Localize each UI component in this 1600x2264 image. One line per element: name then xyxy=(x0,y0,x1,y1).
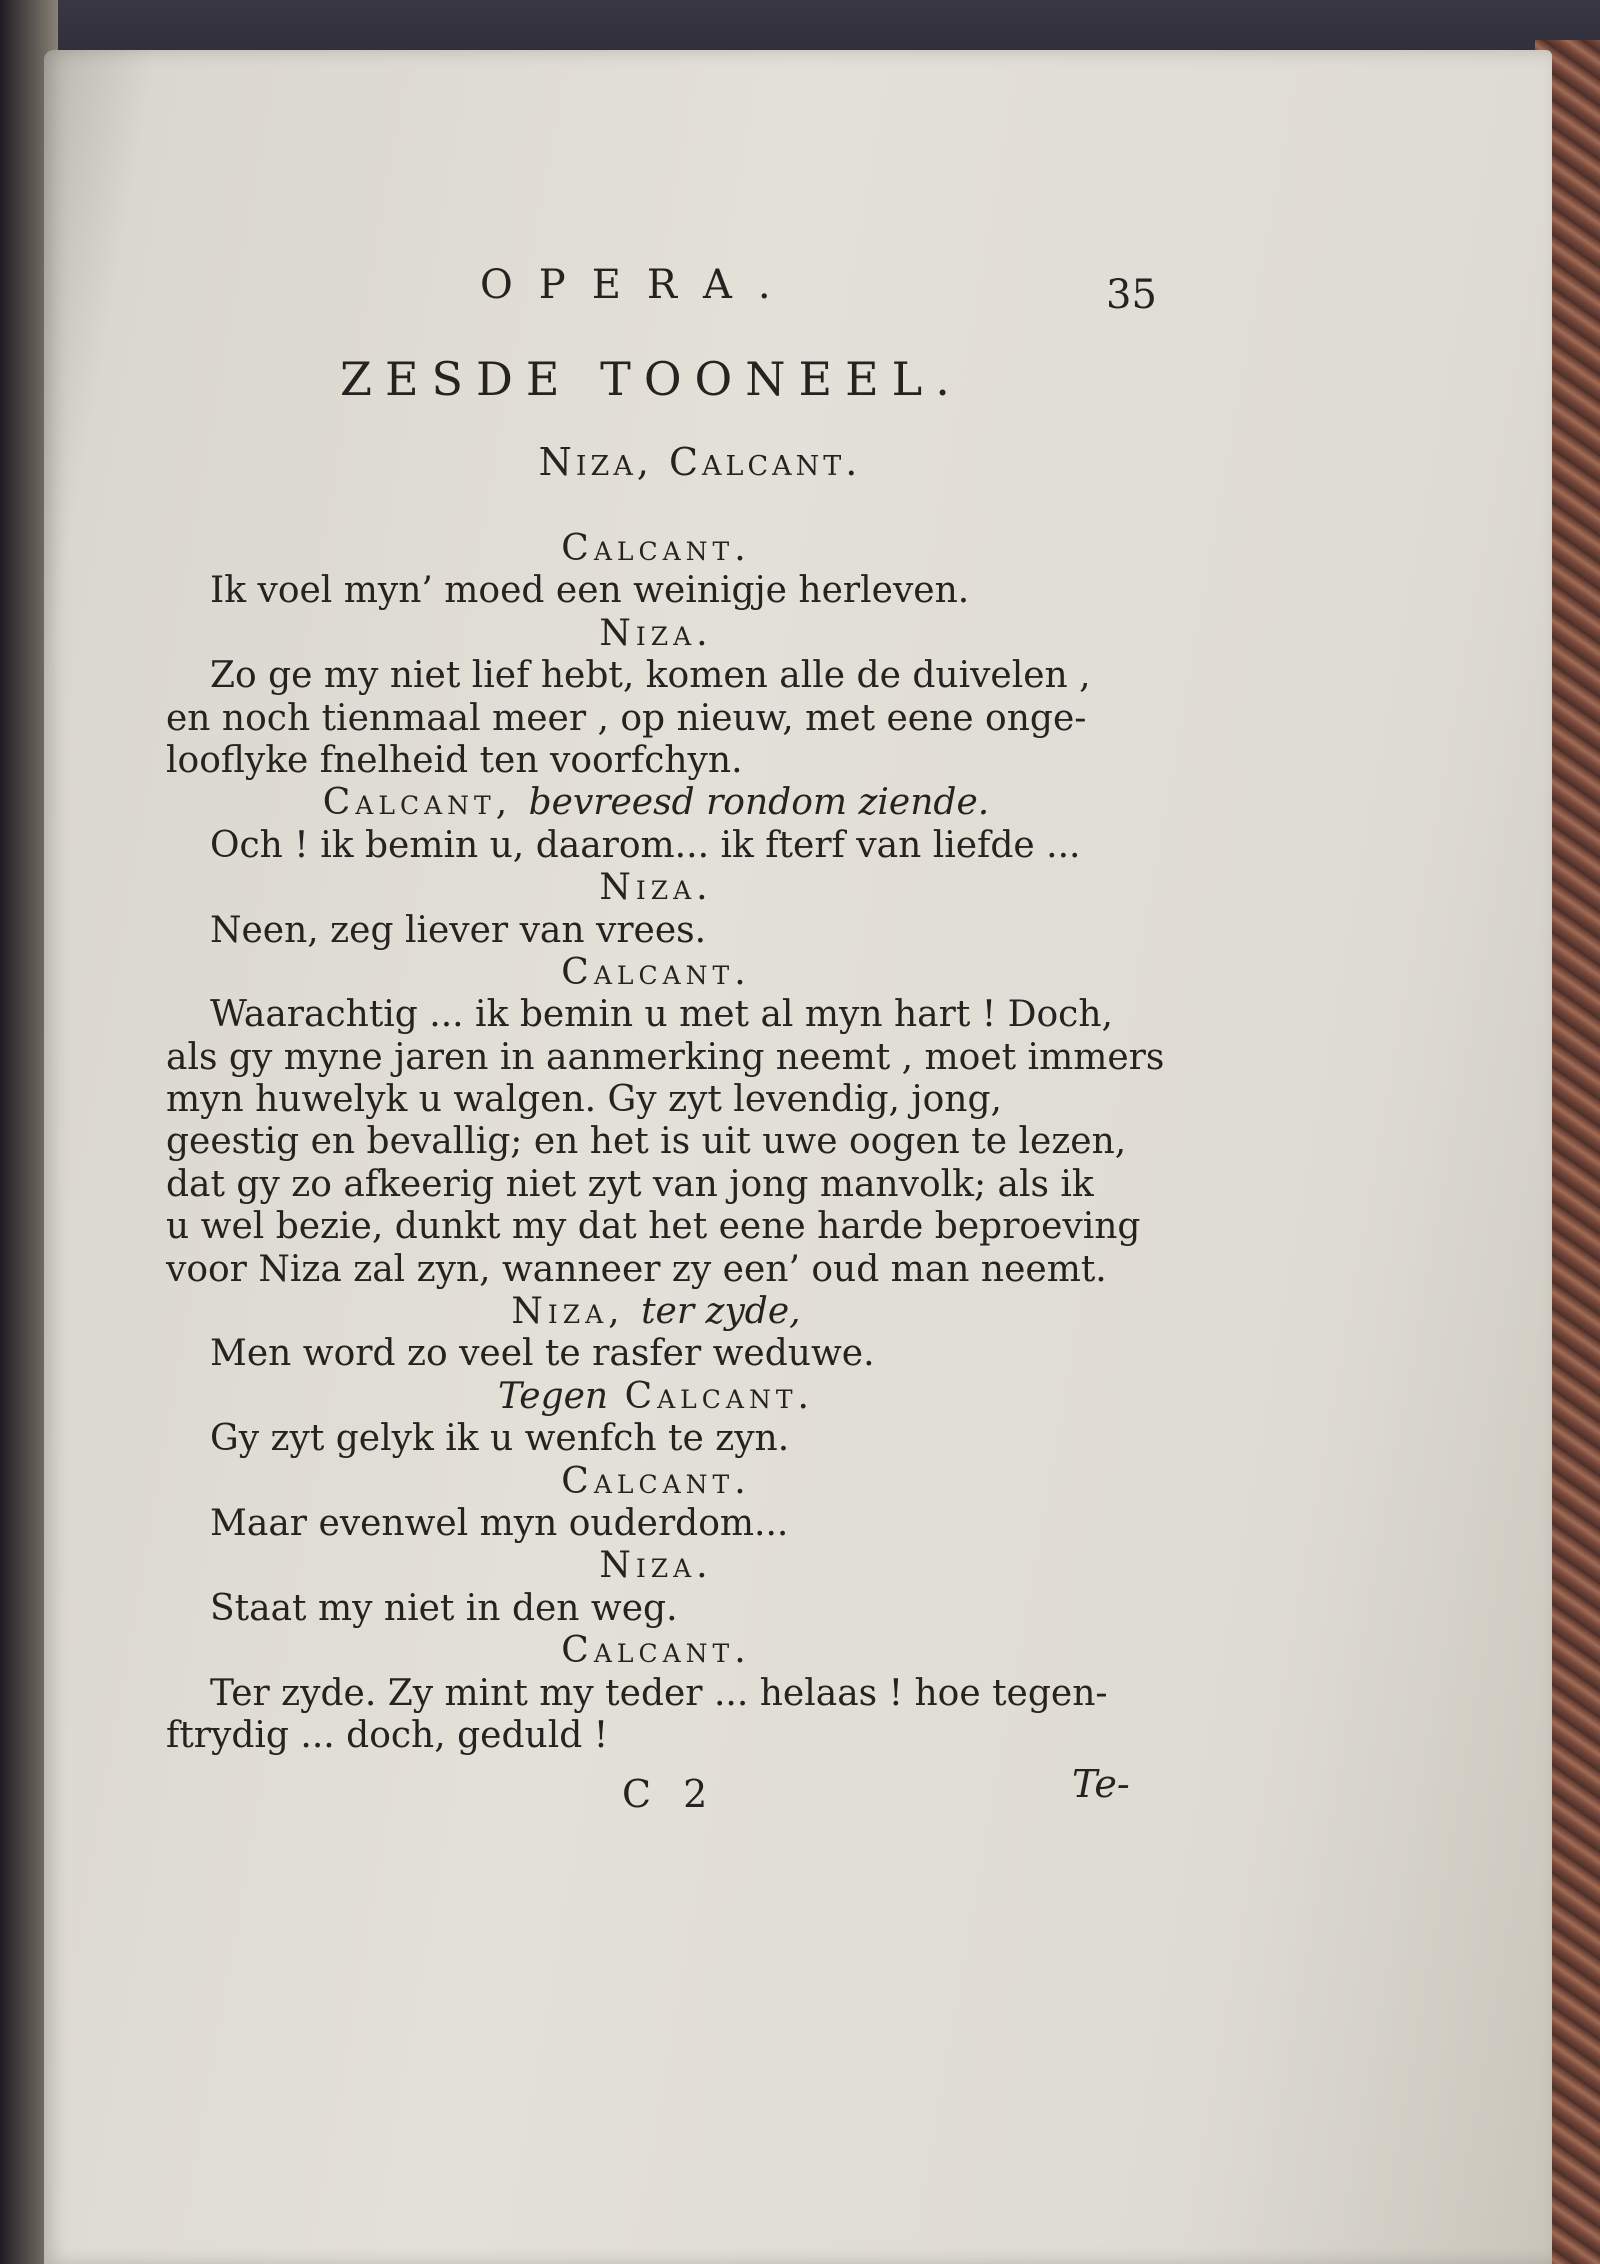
scene-characters: Niza, Calcant. xyxy=(538,440,862,484)
dialogue-line: myn huwelyk u walgen. Gy zyt levendig, jong, xyxy=(166,1079,1002,1121)
dialogue-line: geestig en bevallig; en het is uit uwe oogen te lezen, xyxy=(166,1121,1127,1163)
running-head: OPERA. xyxy=(480,262,797,308)
dialogue-line: Staat my niet in den weg. xyxy=(210,1587,678,1629)
speaker-calcant: Calcant. xyxy=(561,951,751,993)
dialogue-body xyxy=(166,528,1165,1757)
dialogue-line: Och ! ik bemin u, daarom... ik fterf van liefde ... xyxy=(210,824,1081,866)
dialogue-line: Gy zyt gelyk ik u wenfch te zyn. xyxy=(210,1418,790,1460)
catchword: Te- xyxy=(1072,1762,1130,1806)
dialogue-line: Men word zo veel te rasfer weduwe. xyxy=(210,1333,875,1375)
speaker-niza: Niza. xyxy=(599,1545,713,1587)
dialogue-line: Neen, zeg liever van vrees. xyxy=(210,909,707,951)
page-number: 35 xyxy=(1106,272,1157,318)
speaker-niza: Niza. xyxy=(599,612,713,654)
dialogue-line: Zo ge my niet lief hebt, komen alle de duivelen , xyxy=(210,655,1091,697)
signature-mark: C 2 xyxy=(622,1772,718,1816)
stage-direction: bevreesd rondom ziende. xyxy=(528,782,990,824)
speaker-tegen-calcant: Tegen Calcant. xyxy=(498,1375,814,1417)
speaker-niza: Niza. xyxy=(599,867,713,909)
dialogue-line: looflyke fnelheid ten voorfchyn. xyxy=(166,739,743,781)
speaker-calcant: Calcant. xyxy=(561,1630,751,1672)
speaker-calcant: Calcant. xyxy=(561,528,751,569)
dialogue-line: als gy myne jaren in aanmerking neemt , moet immers xyxy=(166,1036,1165,1078)
stage-direction: Tegen xyxy=(498,1375,609,1417)
dialogue-line: ftrydig ... doch, geduld ! xyxy=(166,1714,609,1756)
speaker-niza: Niza, ter zyde, xyxy=(511,1291,801,1333)
speaker-calcant: Calcant. xyxy=(561,1460,751,1502)
scene-title: ZESDE TOONEEL. xyxy=(340,352,963,406)
dialogue-line: Waarachtig ... ik bemin u met al myn hart ! Doch, xyxy=(210,994,1113,1036)
dialogue-line: Maar evenwel myn ouderdom... xyxy=(210,1502,789,1544)
dialogue-line: u wel bezie, dunkt my dat het eene harde beproeving xyxy=(166,1206,1141,1248)
dialogue-line: en noch tienmaal meer , op nieuw, met eene onge- xyxy=(166,697,1087,739)
dialogue-line: dat gy zo afkeerig niet zyt van jong manvolk; als ik xyxy=(166,1163,1094,1205)
dialogue-line: Ter zyde. Zy mint my teder ... helaas ! hoe tegen- xyxy=(210,1672,1108,1714)
dialogue-line: voor Niza zal zyn, wanneer zy een’ oud man neemt. xyxy=(166,1248,1107,1290)
speaker-calcant: Calcant, bevreesd rondom ziende. xyxy=(322,782,990,824)
dialogue-line: Ik voel myn’ moed een weinigje herleven. xyxy=(210,570,970,612)
stage-direction: ter zyde, xyxy=(641,1291,801,1333)
